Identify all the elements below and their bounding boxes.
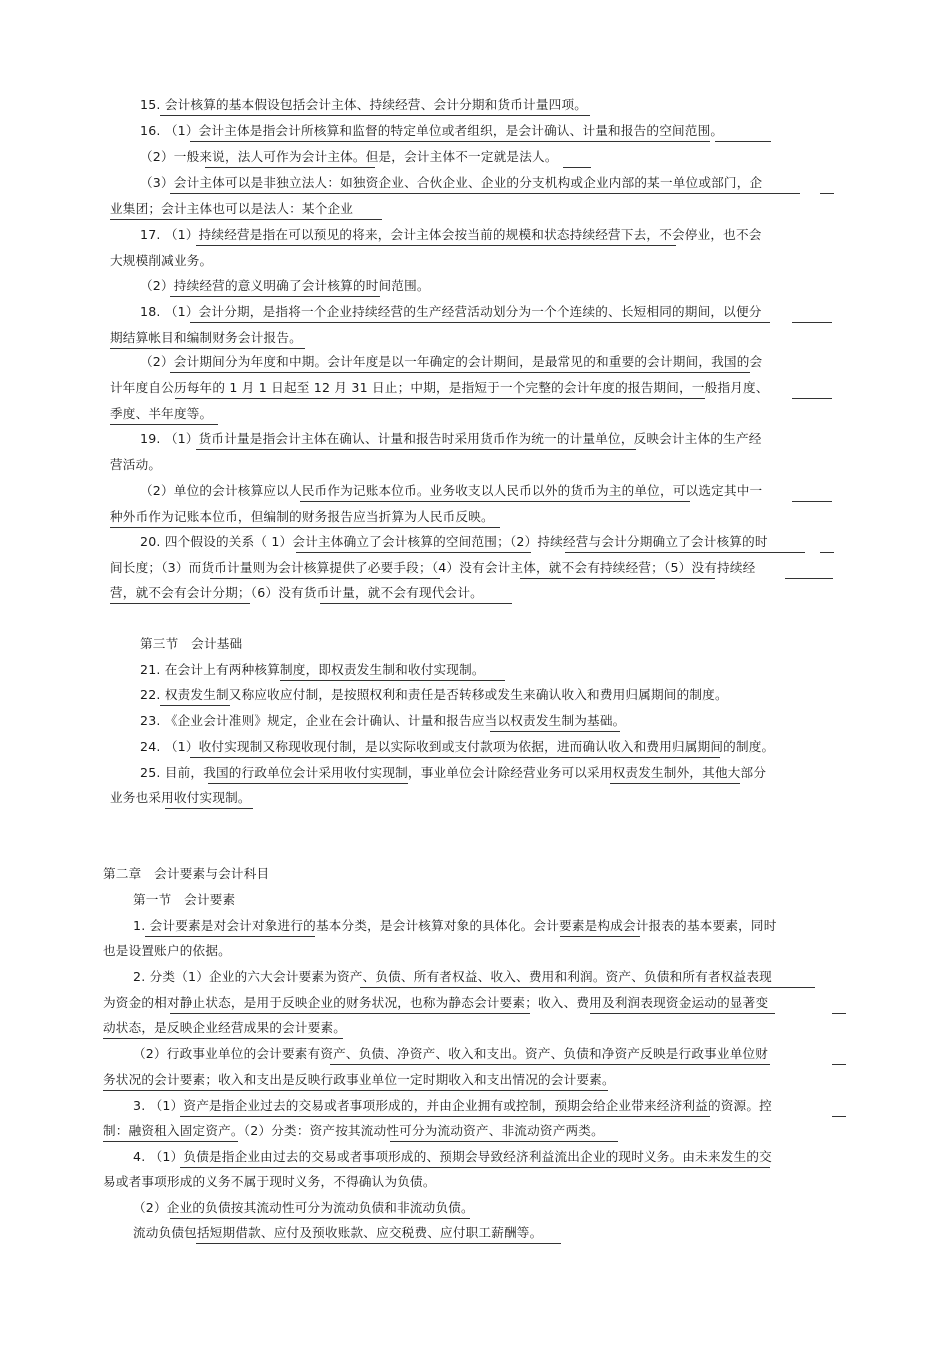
underline-mark xyxy=(210,578,440,579)
underline-mark xyxy=(590,1013,775,1014)
underline-mark xyxy=(832,1116,846,1117)
underline-mark xyxy=(103,1090,608,1091)
underline-mark xyxy=(165,808,253,809)
underline-mark xyxy=(170,193,800,194)
underline-mark xyxy=(110,219,382,220)
underline-mark xyxy=(103,1141,238,1142)
text-line-18-1-cont: 期结算帐目和编制财务会计报告。 xyxy=(110,330,302,345)
text-line-ch2-3: 3. （1）资产是指企业过去的交易或者事项形成的，并由企业拥有或控制，预期会给企业带来经济利益的资源。控 xyxy=(133,1098,772,1113)
underline-mark xyxy=(180,1167,770,1168)
text-line-ch2-4-2: （2）企业的负债按其流动性可分为流动负债和非流动负债。 xyxy=(133,1200,474,1215)
underline-mark xyxy=(190,322,770,323)
text-line-15: 15. 会计核算的基本假设包括会计主体、持续经营、会计分期和货币计量四项。 xyxy=(140,97,588,112)
underline-mark xyxy=(160,705,230,706)
underline-mark xyxy=(792,322,832,323)
text-line-18-2-cont: 计年度自公历每年的 1 月 1 日起至 12 月 31 日止；中期，是指短于一个完整的会计年度的报告期间，一般指月度、 xyxy=(110,380,769,395)
text-line-22: 22. 权责发生制又称应收应付制，是按照权利和责任是否转移或发生来确认收入和费用归属期间的制度。 xyxy=(140,687,728,702)
text-line-21: 21. 在会计上有两种核算制度，即权责发生制和收付实现制。 xyxy=(140,662,485,677)
section-heading-1: 第一节 会计要素 xyxy=(133,892,236,907)
text-line-ch2-2-2: （2）行政事业单位的会计要素有资产、负债、净资产、收入和支出。资产、负债和净资产反映是行政事业单位财 xyxy=(133,1046,769,1061)
text-line-25-cont: 业务也采用收付实现制。 xyxy=(110,790,251,805)
text-line-16-3: （3）会计主体可以是非独立法人：如独资企业、合伙企业、企业的分支机构或企业内部的某一单位或部门，企 xyxy=(140,175,763,190)
underline-mark xyxy=(390,1141,618,1142)
underline-mark xyxy=(145,936,315,937)
text-line-ch2-2: 2. 分类（1）企业的六大会计要素为资产、负债、所有者权益、收入、费用和利润。资产、负债和所有者权益表现 xyxy=(133,969,772,984)
underline-mark xyxy=(110,603,250,604)
underline-mark xyxy=(832,1013,846,1014)
text-line-19-1: 19. （1）货币计量是指会计主体在确认、计量和报告时采用货币作为统一的计量单位，反映会计主体的生产经 xyxy=(140,431,762,446)
underline-mark xyxy=(196,245,676,246)
underline-mark xyxy=(110,348,305,349)
text-line-16-3-cont: 业集团；会计主体也可以是法人：某个企业 xyxy=(110,201,354,216)
chapter-heading-2: 第二章 会计要素与会计科目 xyxy=(103,866,270,881)
text-line-ch2-4-3: 流动负债包括短期借款、应付及预收账款、应交税费、应付职工薪酬等。 xyxy=(133,1225,543,1240)
text-line-ch2-2-2-cont: 务状况的会计要素；收入和支出是反映行政事业单位一定时期收入和支出情况的会计要素。 xyxy=(103,1072,615,1087)
text-line-ch2-3-cont: 制：融资租入固定资产。（2）分类：资产按其流动性可分为流动资产、非流动资产两类。 xyxy=(103,1123,604,1138)
text-line-19-2: （2）单位的会计核算应以人民币作为记账本位币。业务收支以人民币以外的货币为主的单位，可以选定其中一 xyxy=(140,483,763,498)
text-line-ch2-4: 4. （1）负债是指企业由过去的交易或者事项形成的、预期会导致经济利益流出企业的现时义务。由未来发生的交 xyxy=(133,1149,772,1164)
underline-mark xyxy=(715,141,771,142)
text-line-17-1-cont: 大规模削减业务。 xyxy=(110,253,213,268)
underline-mark xyxy=(490,731,620,732)
underline-mark xyxy=(190,141,710,142)
underline-mark xyxy=(103,1038,343,1039)
underline-mark xyxy=(190,757,720,758)
underline-mark xyxy=(565,552,805,553)
underline-mark xyxy=(820,193,834,194)
underline-mark xyxy=(170,1218,470,1219)
underline-mark xyxy=(520,578,715,579)
text-line-19-2-cont: 种外币作为记账本位币，但编制的财务报告应当折算为人民币反映。 xyxy=(110,509,494,524)
underline-mark xyxy=(175,398,705,399)
underline-mark xyxy=(560,936,640,937)
underline-mark xyxy=(300,501,690,502)
text-line-ch2-2-cont: 为资金的相对静止状态，是用于反映企业的财务状况，也称为静态会计要素；收入、费用及利润表现资金运动的显著变 xyxy=(103,995,769,1010)
text-line-17-2: （2）持续经营的意义明确了会计核算的时间范围。 xyxy=(140,278,430,293)
underline-mark xyxy=(792,501,832,502)
text-line-16-2: （2）一般来说，法人可作为会计主体。但是，会计主体不一定就是法人。 xyxy=(140,149,558,164)
underline-mark xyxy=(296,552,531,553)
underline-mark xyxy=(785,578,833,579)
underline-mark xyxy=(563,167,591,168)
underline-mark xyxy=(360,987,815,988)
text-line-16-1: 16. （1）会计主体是指会计所核算和监督的特定单位或者组织，是会计确认、计量和报告的空间范围。 xyxy=(140,123,724,138)
underline-mark xyxy=(110,424,218,425)
underline-mark xyxy=(196,1243,561,1244)
text-line-18-2: （2）会计期间分为年度和中期。会计年度是以一年确定的会计期间，是最常见的和重要的会计期间，我国的会 xyxy=(140,354,763,369)
text-line-ch2-2-cont2: 动状态，是反映企业经营成果的会计要素。 xyxy=(103,1020,347,1035)
underline-mark xyxy=(330,1064,770,1065)
underline-mark xyxy=(320,603,512,604)
text-line-25: 25. 目前，我国的行政单位会计采用收付实现制，事业单位会计除经营业务可以采用权责发生制外，其他大部分 xyxy=(140,765,767,780)
underline-mark xyxy=(160,115,590,116)
section-heading-3: 第三节 会计基础 xyxy=(140,636,243,651)
underline-mark xyxy=(170,296,380,297)
text-line-18-1: 18. （1）会计分期，是指将一个企业持续经营的生产经营活动划分为一个个连续的、长短相同的期间，以便分 xyxy=(140,304,762,319)
underline-mark xyxy=(820,552,834,553)
text-line-20-cont2: 营，就不会有会计分期；（6）没有货币计量，就不会有现代会计。 xyxy=(110,585,483,600)
underline-mark xyxy=(180,1116,710,1117)
text-line-24: 24. （1）收付实现制又称现收现付制，是以实际收到或支付款项为依据，进而确认收入和费用归属期间的制度。 xyxy=(140,739,775,754)
underline-mark xyxy=(280,680,505,681)
text-line-ch2-1: 1. 会计要素是对会计对象进行的基本分类，是会计核算对象的具体化。会计要素是构成会计报表的基本要素，同时 xyxy=(133,918,777,933)
underline-mark xyxy=(170,372,750,373)
underline-mark xyxy=(196,449,636,450)
underline-mark xyxy=(610,783,740,784)
text-line-ch2-4-cont: 易或者事项形成的义务不属于现时义务，不得确认为负债。 xyxy=(103,1174,436,1189)
text-line-ch2-1-cont: 也是设置账户的依据。 xyxy=(103,943,231,958)
underline-mark xyxy=(205,167,375,168)
text-line-20-cont: 间长度；（3）而货币计量则为会计核算提供了必要手段；（4）没有会计主体，就不会有持续经营；（5）没有持续经 xyxy=(110,560,756,575)
underline-mark xyxy=(110,527,500,528)
text-line-17-1: 17. （1）持续经营是指在可以预见的将来，会计主体会按当前的规模和状态持续经营下去，不会停业，也不会 xyxy=(140,227,762,242)
text-line-23: 23. 《企业会计准则》规定，企业在会计确认、计量和报告应当以权责发生制为基础。 xyxy=(140,713,626,728)
text-line-20: 20. 四个假设的关系（ 1）会计主体确立了会计核算的空间范围；（2）持续经营与会计分期确立了会计核算的时 xyxy=(140,534,768,549)
underline-mark xyxy=(208,783,408,784)
underline-mark xyxy=(792,398,832,399)
underline-mark xyxy=(832,1064,846,1065)
text-line-19-1-cont: 营活动。 xyxy=(110,457,162,472)
underline-mark xyxy=(170,1013,530,1014)
text-line-18-2-cont2: 季度、半年度等。 xyxy=(110,406,213,421)
